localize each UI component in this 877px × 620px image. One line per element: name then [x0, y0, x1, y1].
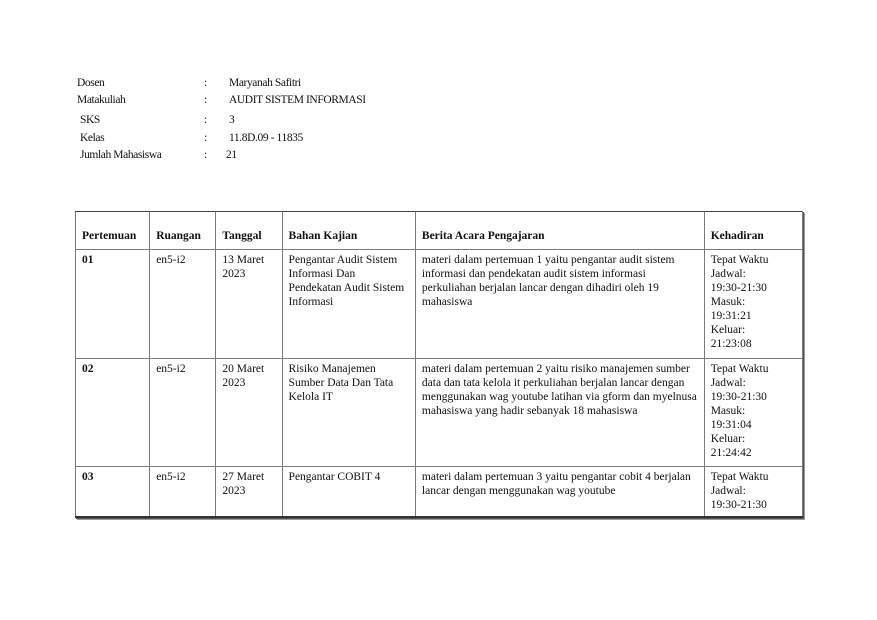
column-header-kehadiran: Kehadiran [704, 212, 802, 250]
info-value: 11.8D.09 - 11835 [229, 132, 303, 144]
attendance-table [75, 211, 803, 518]
info-label: Kelas [80, 132, 105, 144]
info-value: 3 [229, 114, 235, 126]
kehadiran-masuk-value: 19:31:21 [710, 310, 752, 322]
cell-berita-acara: materi dalam pertemuan 2 yaitu risiko manajemen sumber data dan tata kelola it perkuliahan berjalan lancar dengan menggunakan wag youtube latihan via gform dan myelnusa mahasiswa yang hadir sebanyak 18 mahasiswa [415, 359, 704, 467]
kehadiran-keluar-value: 21:24:42 [710, 447, 752, 459]
table-row [76, 250, 803, 359]
cell-kehadiran [704, 467, 802, 518]
info-value: 21 [226, 149, 237, 161]
kehadiran-keluar-value: 21:23:08 [710, 338, 752, 350]
column-header-ruangan: Ruangan [150, 212, 216, 250]
kehadiran-jadwal-value: 19:30-21:30 [710, 499, 767, 511]
column-header-bahan-kajian: Bahan Kajian [282, 212, 415, 250]
cell-kehadiran [704, 250, 802, 359]
cell-pertemuan: 03 [76, 467, 150, 518]
cell-pertemuan: 02 [76, 359, 150, 467]
column-header-tanggal: Tanggal [216, 212, 282, 250]
cell-kehadiran [704, 359, 802, 467]
cell-tanggal: 20 Maret 2023 [216, 359, 282, 467]
column-header-pertemuan: Pertemuan [76, 212, 150, 250]
info-label: Jumlah Mahasiswa [80, 149, 162, 161]
info-value: Maryanah Safitri [229, 77, 301, 89]
kehadiran-status: Tepat Waktu [710, 254, 769, 266]
kehadiran-jadwal-label: Jadwal: [710, 485, 746, 497]
cell-bahan-kajian: Pengantar COBIT 4 [282, 467, 415, 518]
cell-tanggal: 13 Maret 2023 [216, 250, 282, 359]
info-separator: : [204, 132, 207, 144]
info-label: Matakuliah [77, 94, 126, 106]
kehadiran-masuk-label: Masuk: [710, 296, 746, 308]
cell-tanggal: 27 Maret 2023 [216, 467, 282, 518]
info-label: Dosen [77, 77, 105, 89]
kehadiran-jadwal-value: 19:30-21:30 [710, 282, 767, 294]
cell-pertemuan: 01 [76, 250, 150, 359]
cell-berita-acara: materi dalam pertemuan 3 yaitu pengantar cobit 4 berjalan lancar dengan menggunakan wag youtube [415, 467, 704, 518]
kehadiran-status: Tepat Waktu [710, 471, 769, 483]
info-separator: : [204, 114, 207, 126]
table-header-row [76, 212, 803, 250]
column-header-berita-acara: Berita Acara Pengajaran [415, 212, 704, 250]
info-value: AUDIT SISTEM INFORMASI [229, 94, 366, 106]
info-separator: : [204, 94, 207, 106]
kehadiran-masuk-label: Masuk: [710, 405, 746, 417]
kehadiran-keluar-label: Keluar: [710, 433, 746, 445]
kehadiran-status: Tepat Waktu [710, 363, 769, 375]
kehadiran-masuk-value: 19:31:04 [710, 419, 752, 431]
cell-ruangan: en5-i2 [150, 359, 216, 467]
info-label: SKS [80, 114, 100, 126]
kehadiran-jadwal-value: 19:30-21:30 [710, 391, 767, 403]
cell-bahan-kajian: Pengantar Audit Sistem Informasi Dan Pendekatan Audit Sistem Informasi [282, 250, 415, 359]
info-separator: : [204, 77, 207, 89]
cell-ruangan: en5-i2 [150, 467, 216, 518]
cell-berita-acara: materi dalam pertemuan 1 yaitu pengantar audit sistem informasi dan pendekatan audit sistem informasi perkuliahan berjalan lancar dengan dihadiri oleh 19 mahasiswa [415, 250, 704, 359]
kehadiran-jadwal-label: Jadwal: [710, 377, 746, 389]
info-separator: : [204, 149, 207, 161]
cell-bahan-kajian: Risiko Manajemen Sumber Data Dan Tata Kelola IT [282, 359, 415, 467]
table-row [76, 467, 803, 518]
cell-ruangan: en5-i2 [150, 250, 216, 359]
kehadiran-keluar-label: Keluar: [710, 324, 746, 336]
kehadiran-jadwal-label: Jadwal: [710, 268, 746, 280]
table-row [76, 359, 803, 467]
